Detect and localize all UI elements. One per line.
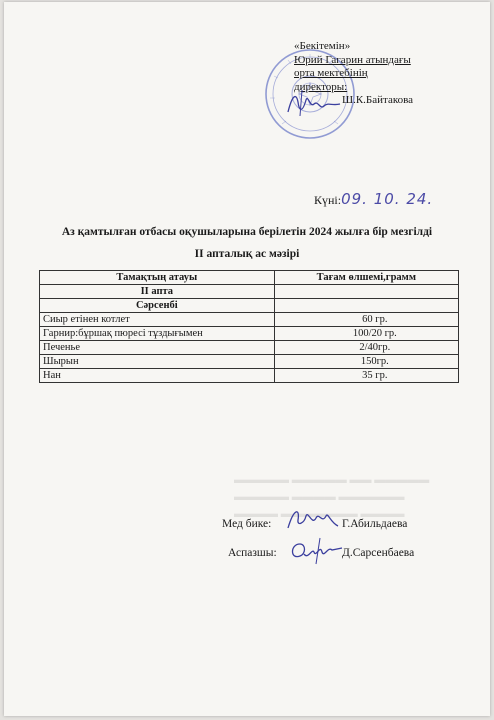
- date-label: Күні:: [314, 193, 342, 207]
- empty-cell: [274, 299, 458, 313]
- director-signature: [284, 86, 344, 120]
- nurse-signature: [284, 504, 342, 534]
- dish-name: Нан: [40, 369, 275, 383]
- document-subtitle: II апталық ас мәзірі: [194, 248, 300, 260]
- dish-amount: 2/40гр.: [274, 341, 458, 355]
- nurse-name: Г.Абильдаева: [342, 518, 408, 530]
- date-line: [314, 190, 433, 208]
- table-row: [40, 341, 459, 355]
- cook-name: Д.Сарсенбаева: [342, 547, 415, 559]
- table-row: [40, 355, 459, 369]
- column-header-name: Тамақтың атауы: [40, 271, 275, 285]
- cook-signature-line: [228, 547, 415, 559]
- menu-table: [39, 270, 459, 383]
- director-name: Ш.К.Байтакова: [342, 94, 414, 106]
- dish-name: Шырын: [40, 355, 275, 369]
- cook-signature: [286, 534, 346, 566]
- nurse-signature-line: [222, 518, 408, 530]
- approval-heading: «Бекітемін»: [294, 40, 351, 52]
- document-page: [4, 2, 490, 716]
- document-title: Аз қамтылған отбасы оқушыларына берілетін 2024 жылға бір мезгілді: [61, 226, 433, 238]
- table-row: [40, 369, 459, 383]
- dish-name: Печенье: [40, 341, 275, 355]
- approval-school-line-2: орта мектебінің: [294, 67, 368, 79]
- dish-amount: 35 гр.: [274, 369, 458, 383]
- table-row: [40, 299, 459, 313]
- dish-amount: 60 гр.: [274, 313, 458, 327]
- empty-cell: [274, 285, 458, 299]
- table-row: [40, 313, 459, 327]
- date-value: 09. 10. 24.: [341, 190, 434, 208]
- nurse-label: Мед бике:: [222, 518, 272, 530]
- table-header-row: [40, 271, 459, 285]
- approval-school-line: Юрий Гагарин атындағы: [294, 53, 411, 66]
- dish-name: Сиыр етінен котлет: [40, 313, 275, 327]
- table-row: [40, 327, 459, 341]
- dish-name: Гарнир:бұршақ пюресі тұздығымен: [40, 327, 275, 341]
- dish-amount: 150гр.: [274, 355, 458, 369]
- cook-label: Аспазшы:: [228, 547, 277, 559]
- table-row: [40, 285, 459, 299]
- dish-amount: 100/20 гр.: [274, 327, 458, 341]
- day-cell: Сәрсенбі: [40, 299, 275, 313]
- column-header-amount: Тағам өлшемі,грамм: [274, 271, 458, 285]
- approval-director-label: директоры:: [294, 80, 348, 93]
- bleed-through-shadow: ▬▬▬▬▬ ▬▬▬▬▬ ▬▬ ▬▬▬▬▬ ▬▬▬▬▬ ▬▬▬▬ ▬▬▬▬▬▬ ▬▬▬▬ ▬▬▬▬▬▬▬ ▬▬▬▬: [234, 474, 430, 520]
- week-cell: II апта: [40, 285, 275, 299]
